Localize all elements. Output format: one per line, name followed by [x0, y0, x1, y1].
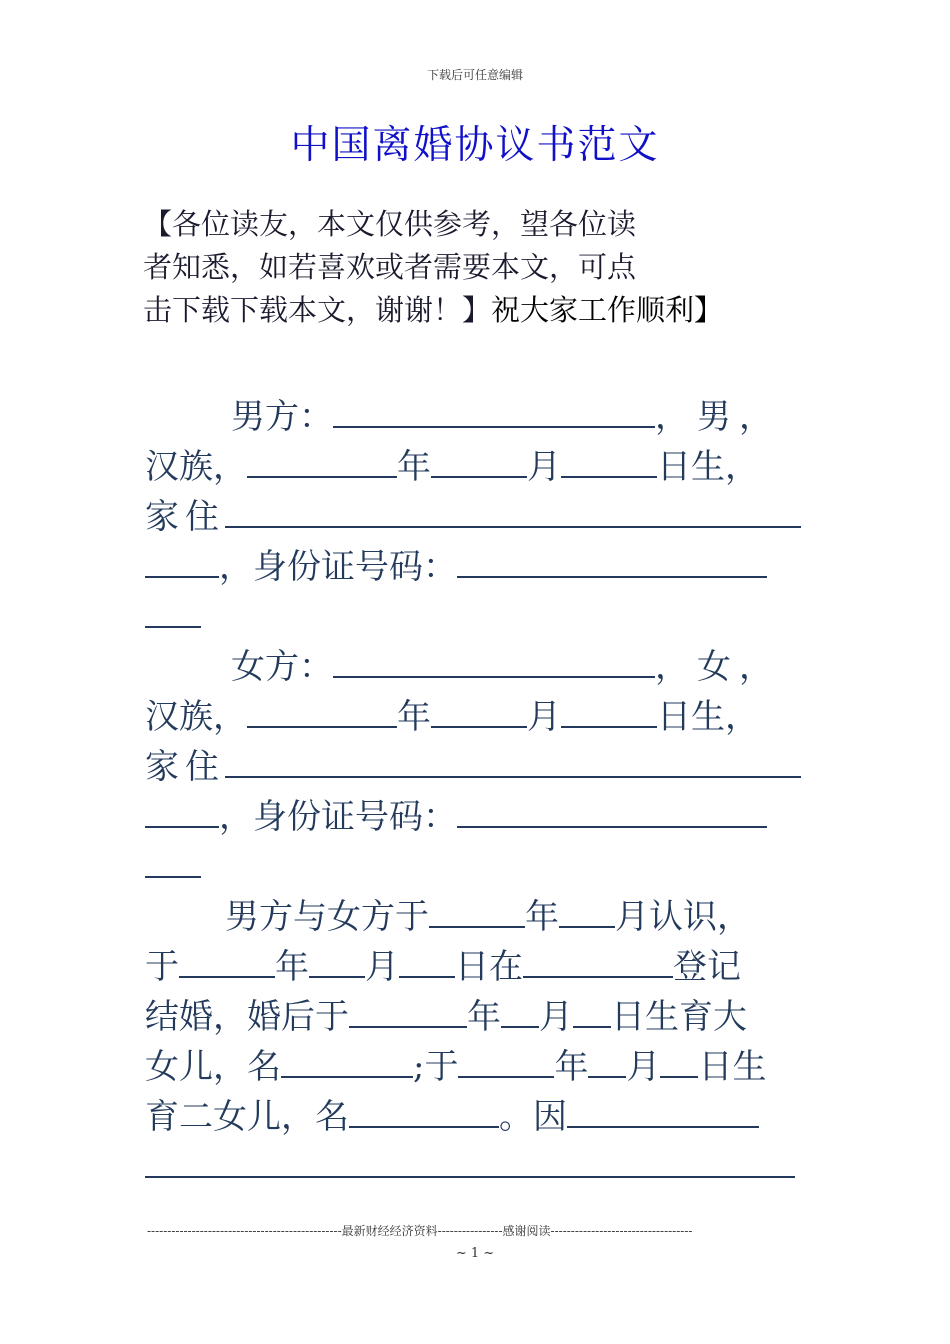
reg-day-at: 日在 [455, 947, 523, 987]
woman-ethnic: 汉族， [145, 697, 247, 737]
man-day-born: 日生， [657, 447, 759, 487]
woman-line-1 [145, 642, 810, 692]
man-name-blank[interactable] [333, 394, 655, 428]
man-line-4 [145, 542, 810, 592]
intro-line-3-text: 击下载下载本文，谢谢！】 [143, 293, 492, 327]
footer-dashes-left: ------------------------------------------------ [147, 1224, 342, 1238]
met-month: 月认识， [615, 897, 751, 937]
man-address-label: 家住 [145, 497, 225, 537]
woman-line-4 [145, 792, 810, 842]
birth2-year-blank[interactable] [458, 1044, 554, 1078]
man-year: 年 [397, 447, 431, 487]
daughter2-name-label: 育二女儿，名 [145, 1097, 349, 1137]
footer-dashes-right: ----------------------------------- [550, 1224, 693, 1238]
marriage-line-4 [145, 1042, 810, 1092]
agreement-body [145, 392, 810, 1192]
intro-notice [143, 203, 823, 332]
reg-year: 年 [275, 947, 309, 987]
intro-line-2: 者知悉，如若喜欢或者需要本文，可点 [143, 250, 637, 284]
man-address-blank-cont[interactable] [145, 544, 219, 578]
birth2-year: 年 [554, 1047, 589, 1087]
man-sex: ，男， [655, 397, 781, 437]
woman-label: 女方： [231, 647, 333, 687]
woman-line-5 [145, 842, 810, 892]
man-birth-year-blank[interactable] [247, 444, 397, 478]
met-year: 年 [525, 897, 559, 937]
woman-line-2 [145, 692, 810, 742]
reason-blank[interactable] [567, 1094, 759, 1128]
woman-sex: ，女， [655, 647, 781, 687]
reg-year-blank[interactable] [179, 944, 275, 978]
daughter1-name-label: 女儿，名 [145, 1047, 281, 1087]
marriage-intro: 男方与女方于 [225, 897, 429, 937]
reg-month-blank[interactable] [309, 944, 365, 978]
man-label: 男方： [231, 397, 333, 437]
woman-day-born: 日生， [657, 697, 759, 737]
reason-blank-cont[interactable] [145, 1144, 795, 1178]
daughter1-name-blank[interactable] [281, 1044, 413, 1078]
marriage-line-6 [145, 1142, 810, 1192]
woman-month: 月 [527, 697, 561, 737]
woman-id-label: ，身份证号码： [219, 797, 457, 837]
footer-dashes-mid: ---------------- [437, 1224, 503, 1238]
man-id-label: ，身份证号码： [219, 547, 457, 587]
birth1-year-blank[interactable] [349, 994, 467, 1028]
man-birth-month-blank[interactable] [431, 444, 527, 478]
birth1-year: 年 [467, 997, 501, 1037]
met-month-blank[interactable] [559, 894, 615, 928]
marriage-line-2 [145, 942, 810, 992]
man-id-blank-cont[interactable] [145, 594, 201, 628]
page-number: ~ 1 ~ [455, 1246, 495, 1261]
man-id-blank[interactable] [457, 544, 767, 578]
birth2-born: 日生 [698, 1047, 767, 1087]
birth1-month-blank[interactable] [501, 994, 539, 1028]
woman-year: 年 [397, 697, 431, 737]
man-line-2 [145, 442, 810, 492]
birth1-born: 日生育大 [611, 997, 747, 1037]
married-after: 结婚，婚后于 [145, 997, 349, 1037]
woman-address-blank-cont[interactable] [145, 794, 219, 828]
header-note: 下载后可任意编辑 [426, 68, 523, 82]
man-line-1 [145, 392, 810, 442]
woman-address-blank[interactable] [225, 744, 801, 778]
intro-line-1: 【各位读友，本文仅供参考，望各位读 [143, 207, 637, 241]
met-year-blank[interactable] [429, 894, 525, 928]
woman-id-blank-cont[interactable] [145, 844, 201, 878]
because: 。因 [499, 1097, 567, 1137]
woman-line-3 [145, 742, 810, 792]
marriage-line-3 [145, 992, 810, 1042]
reg-place-blank[interactable] [523, 944, 673, 978]
footer-text: 最新财经经济资料 [341, 1224, 438, 1238]
reg-day-blank[interactable] [399, 944, 455, 978]
marriage-line-1 [145, 892, 810, 942]
man-birth-day-blank[interactable] [561, 444, 657, 478]
woman-birth-year-blank[interactable] [247, 694, 397, 728]
woman-address-label: 家住 [145, 747, 225, 787]
woman-name-blank[interactable] [333, 644, 655, 678]
page-title: 中国离婚协议书范文 [290, 123, 660, 168]
woman-id-blank[interactable] [457, 794, 767, 828]
birth1-day-blank[interactable] [573, 994, 611, 1028]
footer-rule [147, 1222, 802, 1239]
birth2-day-blank[interactable] [660, 1044, 698, 1078]
reg-register: 登记 [673, 947, 741, 987]
woman-birth-month-blank[interactable] [431, 694, 527, 728]
daughter2-name-blank[interactable] [349, 1094, 499, 1128]
man-address-blank[interactable] [225, 494, 801, 528]
semi-yu: ;于 [413, 1047, 459, 1087]
reg-yu: 于 [145, 947, 179, 987]
birth2-month-blank[interactable] [588, 1044, 626, 1078]
marriage-line-5 [145, 1092, 810, 1142]
reg-month: 月 [365, 947, 399, 987]
intro-line-3 [143, 289, 823, 332]
man-line-3 [145, 492, 810, 542]
footer-thanks: 感谢阅读 [502, 1224, 551, 1238]
man-line-5 [145, 592, 810, 642]
woman-birth-day-blank[interactable] [561, 694, 657, 728]
man-ethnic: 汉族， [145, 447, 247, 487]
birth2-month: 月 [626, 1047, 661, 1087]
intro-wish: 祝大家工作顺利】 [491, 293, 724, 327]
man-month: 月 [527, 447, 561, 487]
birth1-month: 月 [539, 997, 573, 1037]
